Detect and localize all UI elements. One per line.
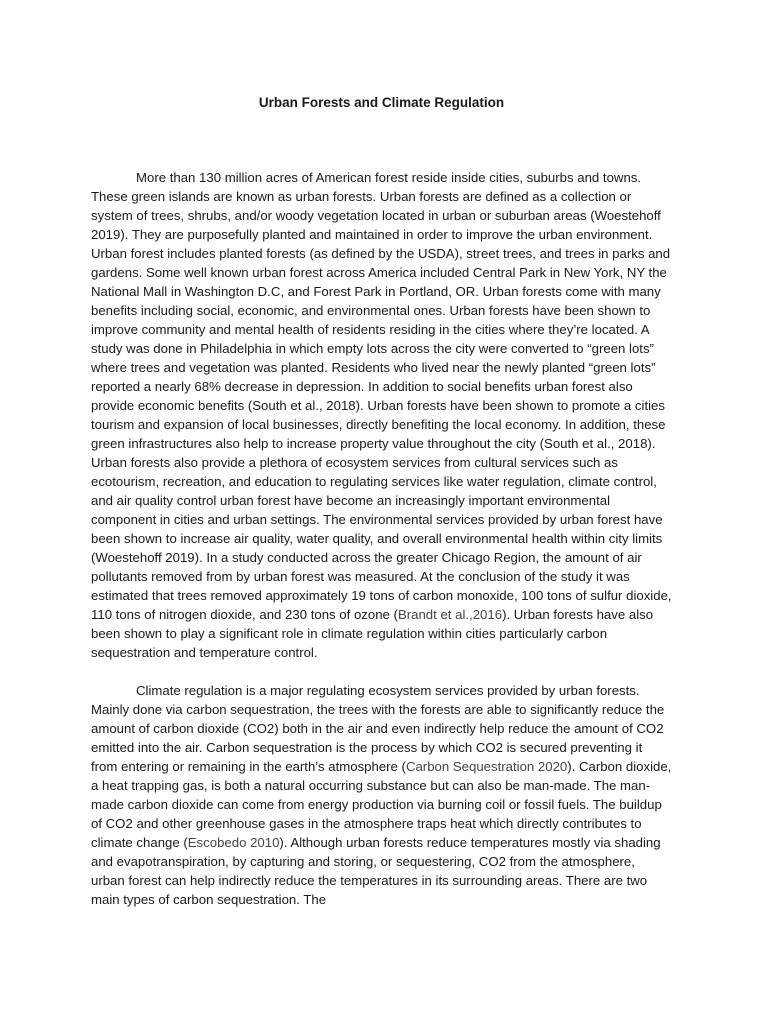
paragraph-text: ). Although urban forests reduce temperatures mostly via shading and evapotranspiration, by capturing and storing, or sequestering, CO2 from the atmosphere, urban forest can help indirectly reduce the temperatures in its surrounding areas. There are two main types of carbon sequestration. The	[91, 835, 661, 907]
paragraph-text: Climate regulation is a major regulating ecosystem services provided by urban forests. Mainly done via carbon sequestration, the trees with the forests are able to significantly reduce the amount of carbon dioxide (CO2) both in the air and even indirectly help reduce the amount of CO2 emitted into the air. Carbon sequestration is the process by which CO2 is secured preventing it from entering or remaining in the earth’s atmosphere (	[91, 683, 665, 774]
citation-escobedo: Escobedo 2010	[187, 835, 280, 850]
paragraph-text: ). Urban forests have also been shown to play a significant role in climate regulation within cities particularly carbon sequestration and temperature control.	[91, 607, 654, 660]
paragraph-text: ). Carbon dioxide, a heat trapping gas, is both a natural occurring substance but can also be man-made. The man-made carbon dioxide can come from energy production via burning coil or fossil fuels. The buildup of CO2 and other greenhouse gases in the atmosphere traps heat which directly contributes to climate change (	[91, 759, 672, 850]
citation-carbon-sequestration: Carbon Sequestration 2020	[405, 759, 568, 774]
document-title: Urban Forests and Climate Regulation	[258, 95, 505, 110]
citation-brandt: Brandt et al.,2016	[397, 607, 503, 622]
paragraph-text: More than 130 million acres of American forest reside inside cities, suburbs and towns. These green islands are known as urban forests. Urban forests are defined as a collection or system of trees, shrubs, and/or woody vegetation located in urban or suburban areas (Woestehoff 2019). They are purposefully planted and maintained in order to improve the urban environment. Urban forest includes planted forests (as defined by the USDA), street trees, and trees in parks and gardens. Some well known urban forest across America included Central Park in New York, NY the National Mall in Washington D.C, and Forest Park in Portland, OR. Urban forests come with many benefits including social, economic, and environmental ones. Urban forests have been shown to improve community and mental health of residents residing in the cities where they’re located. A study was done in Philadelphia in which empty lots across the city were converted to “green lots” where trees and vegetation was planted. Residents who lived near the newly planted “green lots” reported a nearly 68% decrease in depression. In addition to social benefits urban forest also provide economic benefits (South et al., 2018). Urban forests have been shown to promote a cities tourism and expansion of local businesses, directly benefiting the local economy. In addition, these green infrastructures also help to increase property value throughout the city (South et al., 2018). Urban forests also provide a plethora of ecosystem services from cultural services such as ecotourism, recreation, and education to regulating services like water regulation, climate control, and air quality control urban forest have become an increasingly important environmental component in cities and urban settings. The environmental services provided by urban forest have been shown to increase air quality, water quality, and overall environmental health within city limits (Woestehoff 2019). In a study conducted across the greater Chicago Region, the amount of air pollutants removed from by urban forest was measured. At the conclusion of the study it was estimated that trees removed approximately 19 tons of carbon monoxide, 100 tons of sulfur dioxide, 110 tons of nitrogen dioxide, and 230 tons of ozone (	[91, 170, 672, 622]
paragraph-urban-forests	[91, 168, 672, 662]
paragraph-climate-regulation	[91, 681, 672, 909]
